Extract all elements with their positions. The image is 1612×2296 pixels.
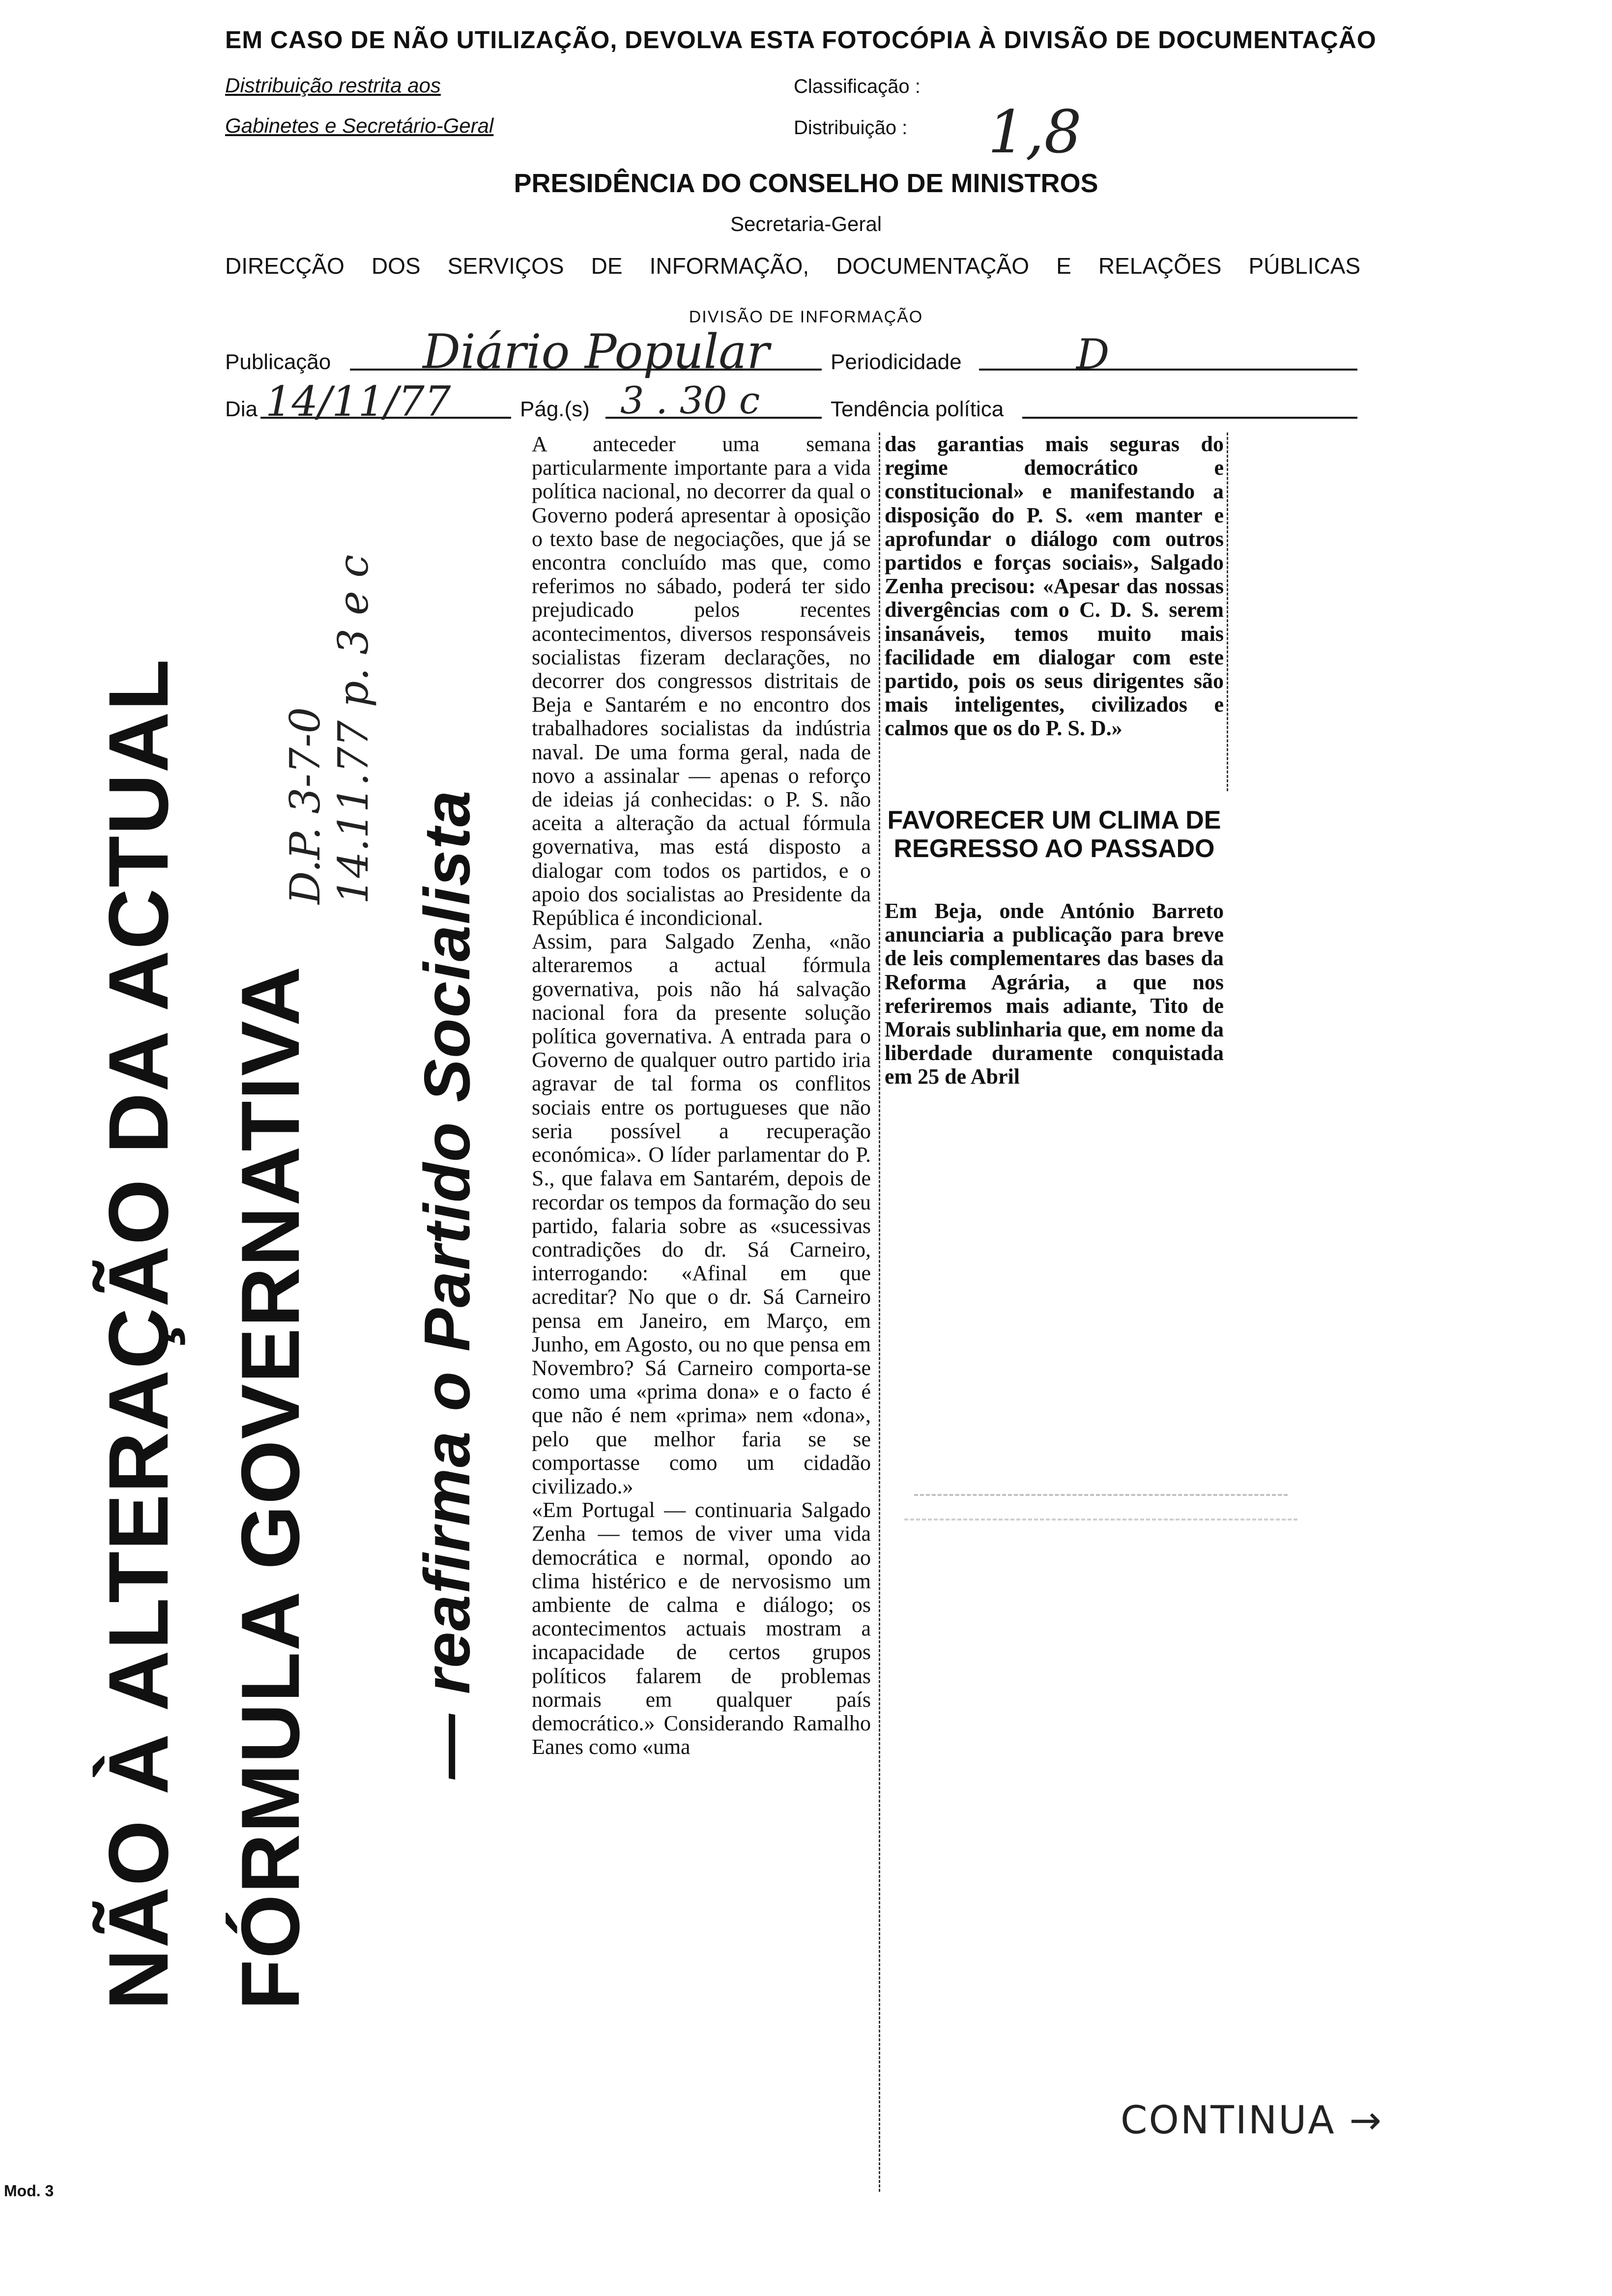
archive-annotation-line1: D.P. 3-7-0: [281, 707, 329, 904]
model-number: Mod. 3: [4, 2182, 54, 2200]
headline-line2: FÓRMULA GOVERNATIVA: [224, 965, 317, 2010]
article-subhead: FAVORECER UM CLIMA DE REGRESSO AO PASSADO: [887, 806, 1221, 863]
tendency-line: [1022, 417, 1357, 419]
periodicity-value: D: [1076, 330, 1110, 378]
day-value: 14/11/77: [265, 377, 451, 426]
article-column-2-top: das garantias mais seguras do regime democrático e constitucional» e manifestando a disposição do P. S. «em manter e aprofundar o diálogo com outros partidos e forças sociais», Salgado Zenha precisou: «Apesar das nossas divergências com o C. D. S. serem insanáveis, temos muito mais facilidade em dialogar com este partido, pois os seus dirigentes são mais inteligentes, civilizados e calmos que os do P. S. D.»: [885, 432, 1224, 741]
restricted-distribution-line1: Distribuição restrita aos: [225, 74, 441, 97]
periodicity-line: [979, 369, 1357, 371]
article-column-2-bottom: Em Beja, onde António Barreto anunciaria a publicação para breve de leis complementares das bases da Reforma Agrária, a que nos referiremos mais adiante, Tito de Morais sublinharia que, em nome da liberdade duramente conquistada em 25 de Abril: [885, 899, 1224, 1089]
continua-note: CONTINUA →: [1121, 2098, 1383, 2143]
distribution-label: Distribuição :: [794, 117, 908, 139]
classification-label: Classificação :: [794, 76, 921, 97]
headline-line3: — reafirma o Partido Socialista: [411, 789, 483, 1779]
publication-value: Diário Popular: [423, 324, 770, 379]
faint-mark-2: [904, 1519, 1297, 1521]
faint-mark: [914, 1494, 1288, 1496]
return-notice: EM CASO DE NÃO UTILIZAÇÃO, DEVOLVA ESTA FOTOCÓPIA À DIVISÃO DE DOCUMENTAÇÃO: [225, 26, 1377, 54]
publication-label: Publicação: [225, 350, 331, 374]
periodicity-label: Periodicidade: [831, 350, 962, 374]
day-label: Dia: [225, 397, 258, 421]
pages-value: 3 . 30 c: [620, 378, 760, 422]
directorate-title: DIRECÇÃO DOS SERVIÇOS DE INFORMAÇÃO, DOCUMENTAÇÃO E RELAÇÕES PÚBLICAS: [225, 253, 1360, 279]
archive-annotation-line2: 14.11.77 p. 3 e c: [329, 554, 377, 904]
column-right-edge: [1227, 432, 1228, 791]
headline-line1: NÃO À ALTERAÇÃO DA ACTUAL: [91, 658, 186, 2010]
restricted-distribution-line2: Gabinetes e Secretário-Geral: [225, 114, 494, 137]
division-title: DIVISÃO DE INFORMAÇÃO: [689, 308, 923, 326]
pages-label: Pág.(s): [520, 397, 590, 421]
presidency-title: PRESIDÊNCIA DO CONSELHO DE MINISTROS: [514, 169, 1098, 198]
secretariat-title: Secretaria-Geral: [730, 212, 882, 235]
distribution-value: 1,8: [988, 98, 1082, 167]
article-column-1: A anteceder uma semana particularmente importante para a vida política nacional, no decorrer da qual o Governo poderá apresentar à oposição o texto base de negociações, que já se encontra concluído mas que, como referimos no sábado, poderá ter sido prejudicado pelos recentes acontecimentos, diversos responsáveis socialistas fizeram declarações, no decorrer dos congressos distritais de Beja e Santarém e no encontro dos trabalhadores socialistas da indústria naval. De uma forma geral, nada de novo a assinalar — apenas o reforço de ideias já conhecidas: o P. S. não aceita a alteração da actual fórmula governativa, mas está disposto a dialogar com todos os partidos, e o apoio dos socialistas ao Presidente da República é incondicional. Assim, para Salgado Zenha, «não alteraremos a actual fórmula governativa, pois não há salvação nacional fora da presente solução política governativa. A entrada para o Governo de qualquer outro partido iria agravar de tal forma os conflitos sociais entre os portugueses que não seria possível a recuperação económica». O líder parlamentar do P. S., que falava em Santarém, depois de recordar os tempos da formação do seu partido, falaria sobre as «sucessivas contradições do dr. Sá Carneiro, interrogando: «Afinal em que acreditar? No que o dr. Sá Carneiro pensa em Janeiro, em Março, em Junho, em Agosto, ou no que pensa em Novembro? Sá Carneiro comporta-se como uma «prima dona» e o facto é que não é nem «prima» nem «dona», pelo que melhor faria se se comportasse como um cidadão civilizado.» «Em Portugal — continuaria Salgado Zenha — temos de viver uma vida democrática e normal, opondo ao clima histérico e de nervosismo um ambiente de calma e diálogo; os acontecimentos actuais mostram a incapacidade de certos grupos políticos falarem de problemas normais em qualquer país democrático.» Considerando Ramalho Eanes como «uma: [532, 432, 871, 1759]
column-divider: [879, 432, 880, 2192]
tendency-label: Tendência política: [831, 397, 1004, 421]
